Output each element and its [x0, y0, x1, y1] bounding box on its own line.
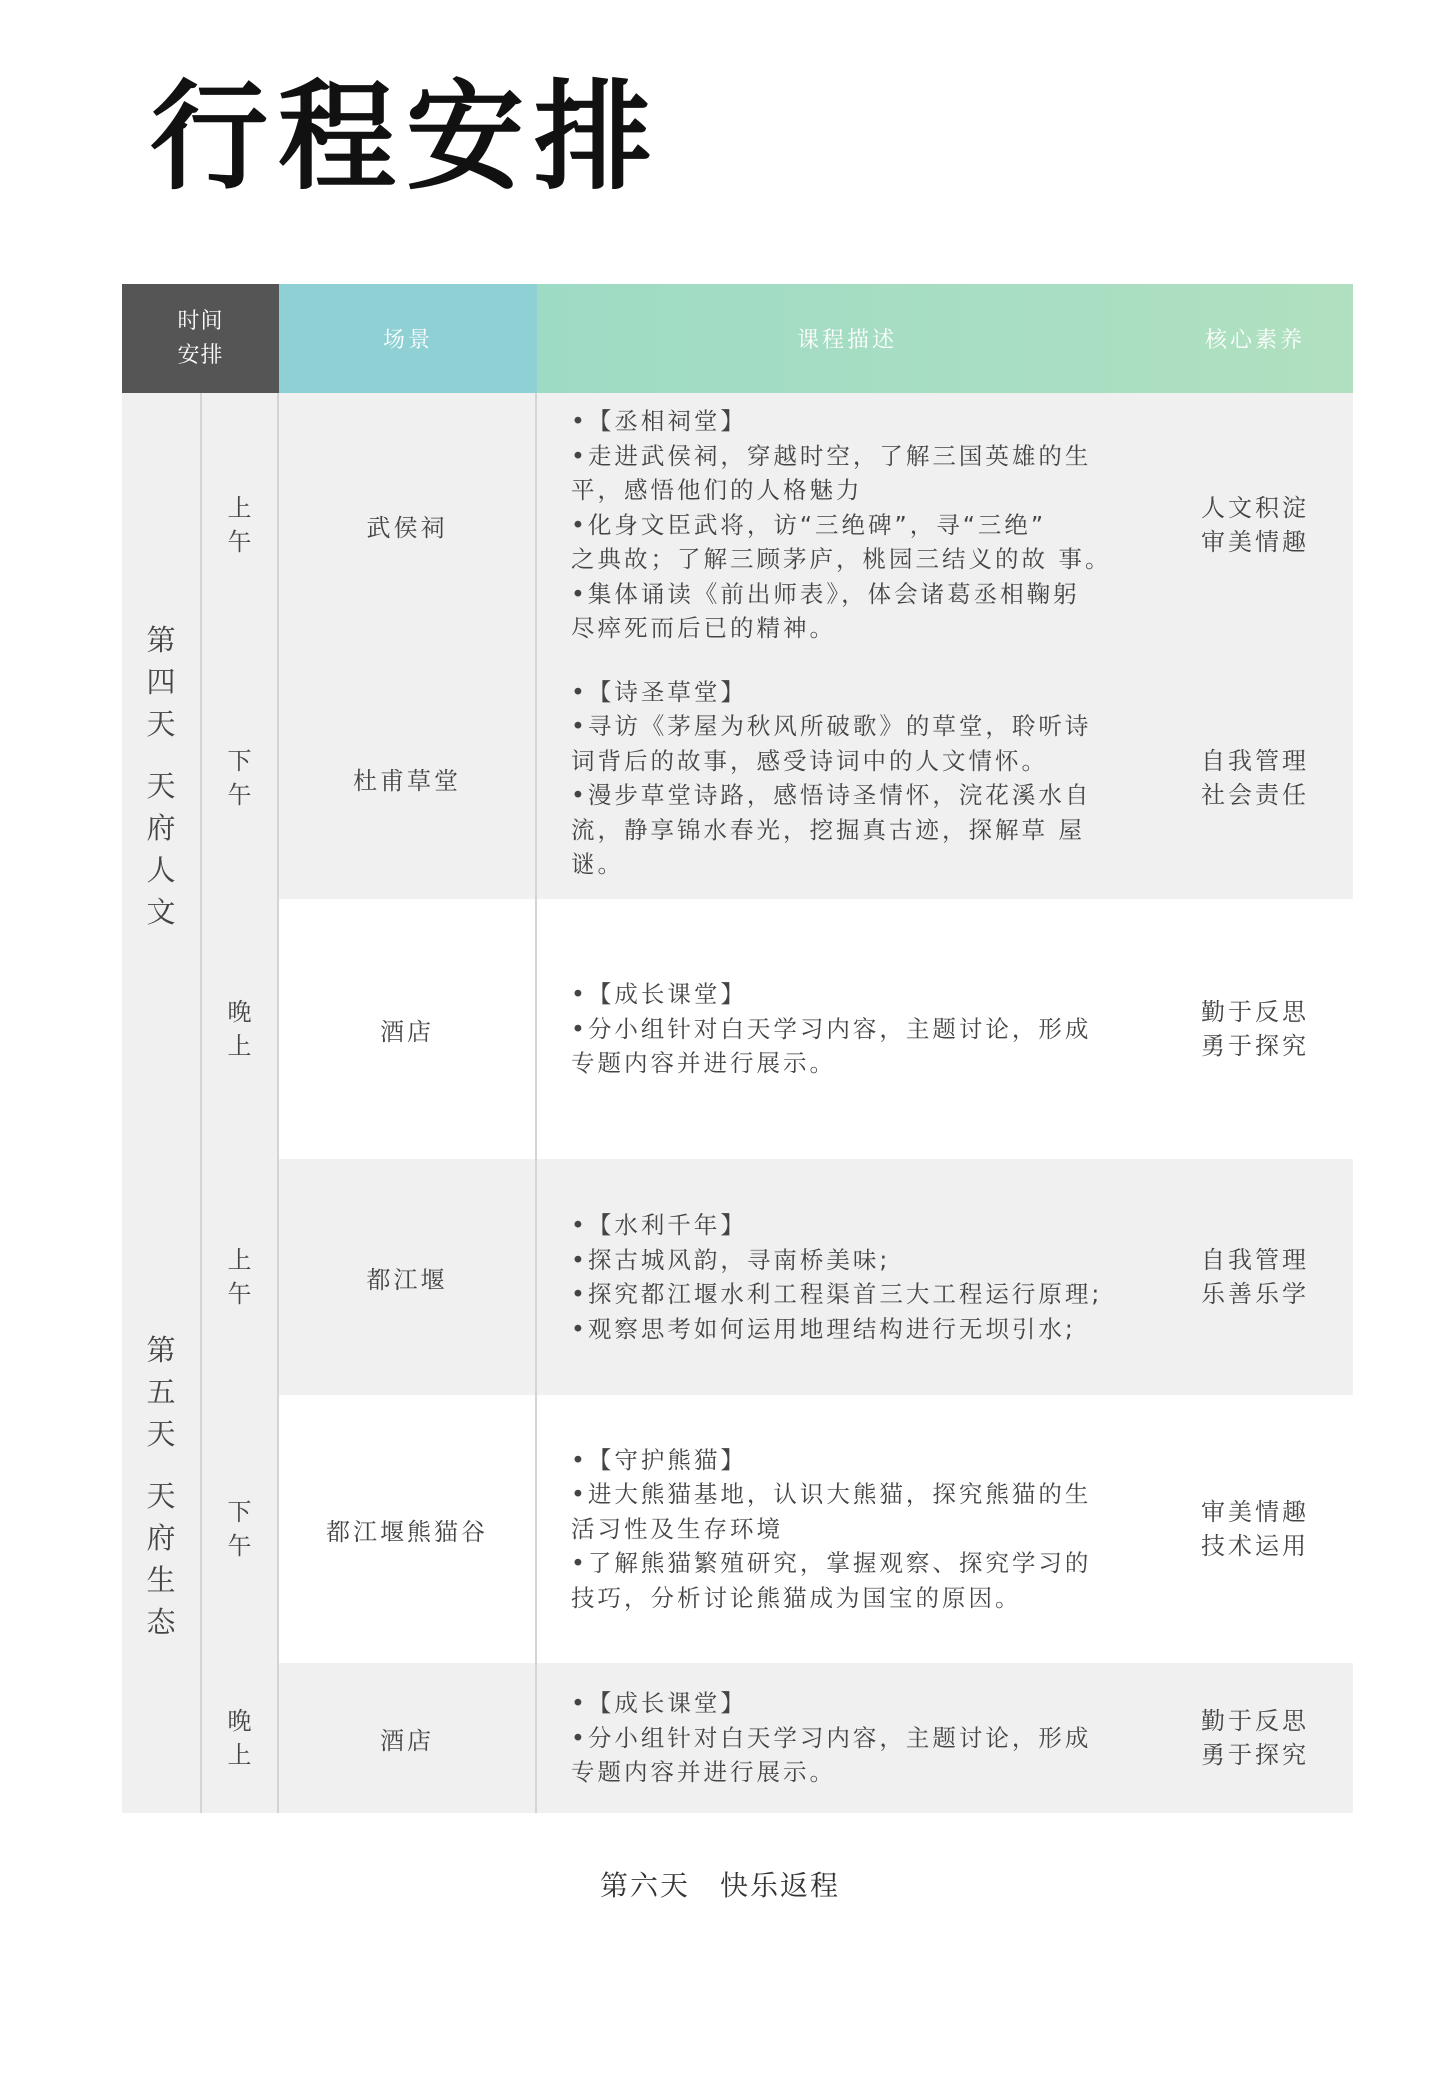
desc-line: •化身文臣武将，访“三绝碑”，寻“三绝”	[571, 510, 1047, 539]
slot-core	[1157, 1395, 1353, 1663]
day-5-cell	[122, 1159, 202, 1813]
slot-description	[537, 657, 1157, 899]
core-item: 乐善乐学	[1201, 1280, 1309, 1308]
desc-line: •【成长课堂】	[571, 1689, 747, 1718]
desc-line: •集体诵读《前出师表》，体会诸葛丞相鞠躬	[571, 579, 1080, 608]
core-item: 审美情趣	[1201, 1498, 1309, 1526]
core-item: 勇于探究	[1201, 1741, 1309, 1769]
slot-time: 下午	[202, 657, 279, 899]
desc-line: 专题内容并进行展示。	[571, 1049, 836, 1078]
desc-line: •观察思考如何运用地理结构进行无坝引水;	[571, 1314, 1076, 1343]
slot-description	[537, 1159, 1157, 1395]
desc-line: •【水利千年】	[571, 1211, 747, 1239]
slot-core	[1157, 393, 1353, 657]
slot-scene: 酒店	[279, 1663, 537, 1813]
desc-line: 活习性及生存环境	[571, 1514, 783, 1543]
slot-scene: 都江堰	[279, 1159, 537, 1395]
core-item: 社会责任	[1201, 781, 1309, 809]
core-item: 审美情趣	[1201, 528, 1309, 556]
core-item: 自我管理	[1201, 1246, 1309, 1274]
footer-note: 第六天 快乐返程	[599, 1869, 840, 1902]
slot-scene: 武侯祠	[279, 393, 537, 657]
slot-rows	[202, 393, 1353, 1813]
desc-line: •走进武侯祠，穿越时空，了解三国英雄的生	[571, 441, 1092, 470]
header-scene: 场景	[279, 284, 537, 393]
day-column	[122, 393, 202, 1813]
header-desc-band	[537, 284, 1353, 393]
desc-line: •探究都江堰水利工程渠首三大工程运行原理;	[571, 1280, 1103, 1308]
core-item: 勤于反思	[1201, 1707, 1309, 1735]
table-header	[122, 284, 1353, 393]
table-row	[202, 899, 1353, 1159]
slot-core	[1157, 899, 1353, 1159]
core-item: 自我管理	[1201, 747, 1309, 775]
slot-description	[537, 393, 1157, 657]
slot-core	[1157, 657, 1353, 899]
desc-line: 流，静享锦水春光，挖掘真古迹，探解草 屋	[571, 815, 1085, 844]
desc-line: 平，感悟他们的人格魅力	[571, 476, 863, 505]
desc-line: •漫步草堂诗路，感悟诗圣情怀，浣花溪水自	[571, 781, 1092, 809]
day-4-label: 第四天 天府人文	[146, 623, 176, 929]
slot-scene: 杜甫草堂	[279, 657, 537, 899]
core-item: 勇于探究	[1201, 1032, 1309, 1060]
desc-line: 词背后的故事，感受诗词中的人文情怀。	[571, 746, 1048, 775]
table-row	[202, 1159, 1353, 1395]
table-row	[202, 657, 1353, 899]
desc-line: •【丞相祠堂】	[571, 407, 747, 436]
core-item: 技术运用	[1201, 1532, 1309, 1560]
table-row	[202, 1663, 1353, 1813]
slot-scene: 酒店	[279, 899, 537, 1159]
table-row	[202, 1395, 1353, 1663]
slot-time: 下午	[202, 1395, 279, 1663]
core-item: 人文积淀	[1201, 494, 1309, 522]
desc-line: •探古城风韵，寻南桥美味;	[571, 1245, 891, 1274]
slot-description	[537, 1395, 1157, 1663]
desc-line: 专题内容并进行展示。	[571, 1758, 836, 1787]
slot-core	[1157, 1663, 1353, 1813]
day-4-cell	[122, 393, 202, 1159]
day-5-label: 第五天 天府生态	[146, 1333, 176, 1639]
slot-core	[1157, 1159, 1353, 1395]
slot-time: 上午	[202, 393, 279, 657]
slot-time: 晚上	[202, 899, 279, 1159]
slot-scene: 都江堰熊猫谷	[279, 1395, 537, 1663]
desc-line: •【成长课堂】	[571, 980, 747, 1009]
core-item: 勤于反思	[1201, 998, 1309, 1026]
table-row	[202, 393, 1353, 657]
desc-line: 谜。	[571, 850, 624, 878]
slot-time: 晚上	[202, 1663, 279, 1813]
header-core: 核心素养	[1204, 328, 1305, 353]
desc-line: 技巧，分析讨论熊猫成为国宝的原因。	[571, 1583, 1022, 1612]
header-time: 时间 安排	[122, 284, 279, 393]
desc-line: 之典故；了解三顾茅庐，桃园三结义的故 事。	[571, 545, 1112, 574]
slot-description	[537, 899, 1157, 1159]
desc-line: 尽瘁死而后已的精神。	[571, 614, 836, 643]
desc-line: •分小组针对白天学习内容，主题讨论，形成	[571, 1014, 1092, 1043]
slot-description	[537, 1663, 1157, 1813]
desc-line: •了解熊猫繁殖研究，掌握观察、探究学习的	[571, 1549, 1092, 1578]
header-description: 课程描述	[796, 328, 897, 353]
slot-time: 上午	[202, 1159, 279, 1395]
desc-line: •分小组针对白天学习内容，主题讨论，形成	[571, 1723, 1092, 1752]
page-title: 行程安排	[150, 67, 663, 206]
schedule-table	[122, 284, 1353, 1813]
table-body	[122, 393, 1353, 1813]
desc-line: •【诗圣草堂】	[571, 677, 747, 706]
desc-line: •【守护熊猫】	[571, 1445, 747, 1474]
desc-line: •进大熊猫基地，认识大熊猫，探究熊猫的生	[571, 1480, 1092, 1509]
desc-line: •寻访《茅屋为秋风所破歌》的草堂，聆听诗	[571, 712, 1092, 740]
